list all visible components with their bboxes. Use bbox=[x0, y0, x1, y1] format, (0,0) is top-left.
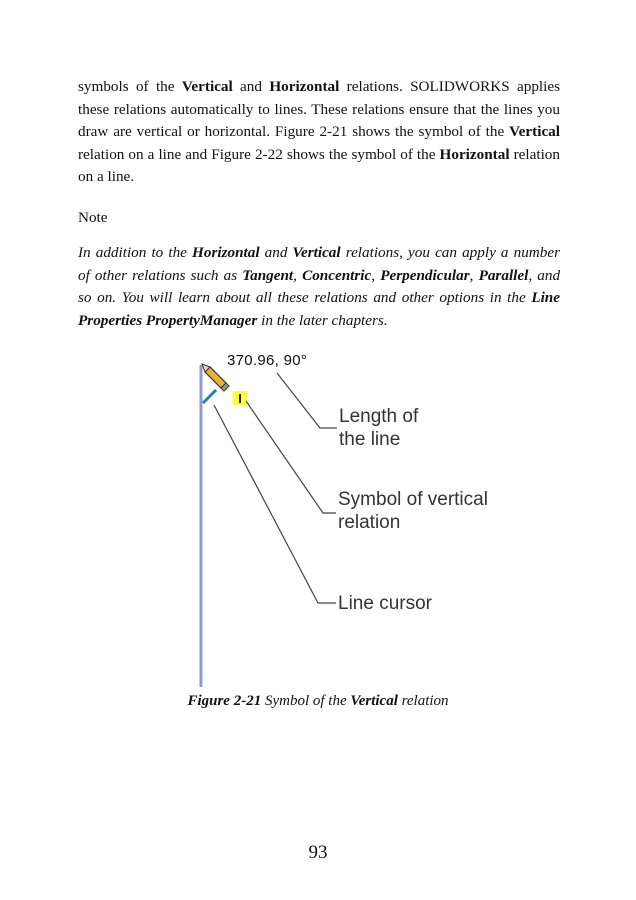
callout-cursor: Line cursor bbox=[338, 593, 432, 614]
text-run: relation on a line. bbox=[78, 145, 560, 185]
text-run: , bbox=[469, 266, 479, 284]
bold-term: Horizontal bbox=[439, 145, 510, 163]
text-run: , bbox=[293, 266, 303, 284]
callout-length-line2: the line bbox=[339, 429, 401, 450]
text-run: symbols of the bbox=[78, 78, 182, 95]
bold-term: Vertical bbox=[509, 123, 560, 140]
text-run: relation on a line and Figure 2-22 shows the symbol of the bbox=[78, 145, 440, 163]
note-label: Note bbox=[78, 209, 108, 226]
text-run: In addition to the bbox=[78, 244, 193, 261]
callout-symbol bbox=[338, 488, 488, 534]
leader-length bbox=[277, 373, 337, 428]
vertical-relation-icon: I bbox=[238, 391, 242, 406]
note-paragraph bbox=[78, 242, 560, 332]
cursor-tick bbox=[203, 390, 216, 403]
dimension-label: 370.96, 90° bbox=[227, 352, 308, 369]
bold-term: Parallel bbox=[478, 266, 529, 284]
text-run: relation bbox=[397, 693, 449, 709]
pencil-icon bbox=[202, 364, 229, 391]
callout-length-line1: Length of bbox=[339, 406, 419, 427]
callout-symbol-line1: Symbol of vertical bbox=[338, 489, 488, 510]
text-run: and bbox=[232, 78, 270, 95]
bold-term: Tangent bbox=[242, 266, 294, 284]
bold-term: Concentric bbox=[302, 266, 372, 284]
text-run: relations, you can apply a number of other relations such as bbox=[78, 244, 561, 284]
page-number: 93 bbox=[308, 842, 328, 863]
body-paragraph bbox=[78, 76, 560, 189]
text-run: and bbox=[259, 244, 293, 261]
figure-caption bbox=[0, 693, 636, 710]
bold-term: Horizontal bbox=[192, 244, 260, 261]
bold-term: Vertical bbox=[350, 693, 398, 709]
bold-term: Vertical bbox=[292, 244, 341, 261]
bold-term: Vertical bbox=[181, 78, 233, 95]
bold-term: Perpendicular bbox=[380, 266, 470, 284]
text-run: Symbol of the bbox=[261, 693, 351, 709]
figure-vertical-relation bbox=[180, 345, 520, 690]
leader-symbol bbox=[246, 401, 336, 513]
leader-cursor bbox=[214, 405, 336, 603]
text-run: , and so on. You will learn about all these relations and other options in the bbox=[78, 266, 561, 306]
text-run: relations. SOLIDWORKS applies these relations automatically to lines. These relations ensure that the lines you draw are vertical or horizontal. Figure 2-21 shows the symbol of the bbox=[78, 78, 560, 140]
bold-term: Horizontal bbox=[269, 78, 340, 95]
bold-term: Line Properties PropertyManager bbox=[78, 289, 560, 329]
text-run: , bbox=[371, 266, 381, 284]
callout-length bbox=[339, 405, 418, 451]
caption-label: Figure 2-21 bbox=[187, 693, 262, 709]
text-run: in the later chapters. bbox=[257, 311, 388, 329]
callout-symbol-line2: relation bbox=[338, 512, 401, 533]
